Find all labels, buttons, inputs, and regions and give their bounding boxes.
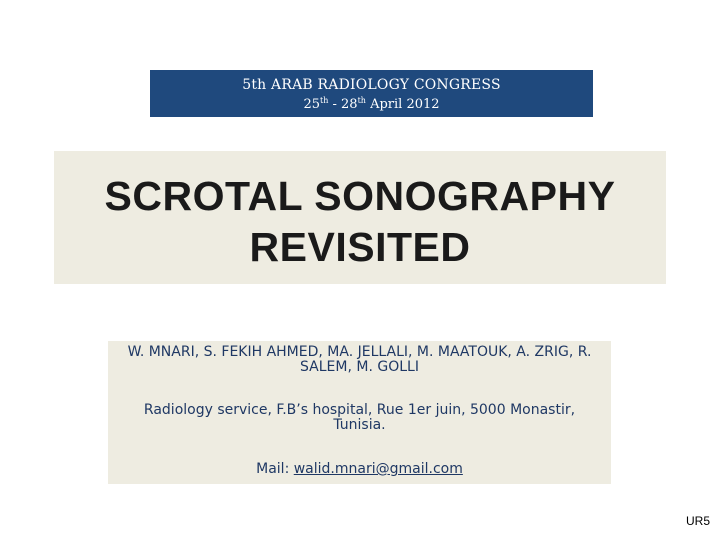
- author-info-box: [108, 341, 611, 484]
- date-dash: -: [328, 97, 342, 112]
- slide-number: UR5: [685, 514, 710, 528]
- title-box: [54, 151, 666, 284]
- date-month-year: April 2012: [365, 97, 440, 112]
- mail-link[interactable]: walid.mnari@gmail.com: [293, 461, 463, 477]
- date-end-suffix: th: [357, 96, 366, 105]
- mail-label: Mail:: [256, 461, 294, 477]
- affiliation: Radiology service, F.B’s hospital, Rue 1er juin, 5000 Monastir, Tunisia.: [143, 402, 576, 433]
- date-start-suffix: th: [319, 96, 329, 105]
- author-list: W. MNARI, S. FEKIH AHMED, MA. JELLALI, M. MAATOUK, A. ZRIG, R. SALEM, M. GOLLI: [127, 344, 592, 375]
- date-end-day: 28: [341, 97, 358, 112]
- congress-banner: [150, 70, 593, 117]
- slide-title-line-1: SCROTAL SONOGRAPHY: [104, 173, 616, 219]
- congress-name: 5th ARAB RADIOLOGY CONGRESS: [242, 77, 501, 93]
- date-start-day: 25: [303, 97, 320, 112]
- congress-dates: [150, 96, 593, 112]
- contact-mail: [108, 461, 611, 477]
- slide-title-line-2: REVISITED: [249, 224, 471, 270]
